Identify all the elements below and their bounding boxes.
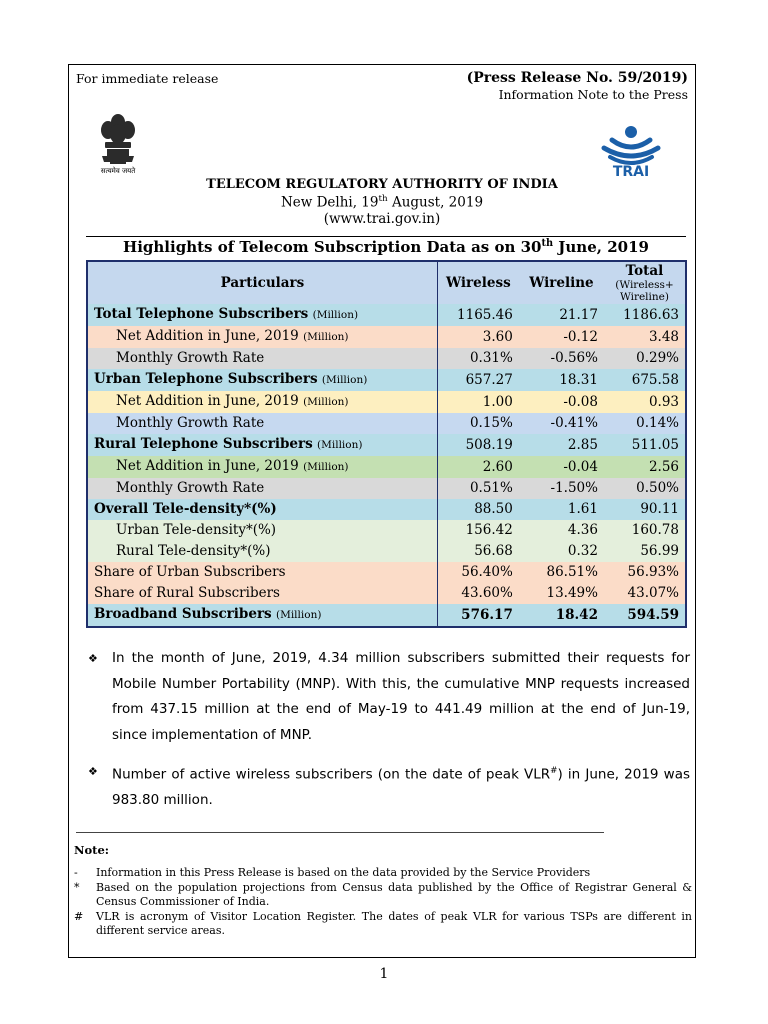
- trai-logo-text: TRAI: [612, 164, 650, 180]
- cell-wireline: 21.17: [559, 306, 598, 323]
- row-unit: (Million): [312, 309, 359, 321]
- row-unit: (Million): [275, 609, 322, 621]
- emblem-caption: सत्यमेव जयते: [100, 167, 136, 175]
- cell-wireline: -0.08: [563, 393, 598, 410]
- header-total-label: Total: [625, 263, 664, 279]
- diamond-bullet-icon: ❖: [88, 652, 98, 665]
- row-unit: (Million): [321, 374, 368, 386]
- cell-total: 56.93%: [627, 564, 679, 580]
- cell-wireless: 657.27: [437, 369, 518, 391]
- cell-wireless: 0.15%: [437, 413, 518, 434]
- cell-wireless: 508.19: [437, 434, 518, 456]
- row-label-text: Monthly Growth Rate: [116, 480, 265, 496]
- row-label: [87, 583, 437, 604]
- table-row: [87, 456, 686, 478]
- cell-wireless: 43.60%: [437, 583, 518, 604]
- cell-total: 0.14%: [636, 415, 679, 431]
- table-row: [87, 541, 686, 562]
- cell-wireless: 88.50: [437, 499, 518, 520]
- cell-total: 3.48: [648, 328, 679, 345]
- cell-total: 594.59: [627, 606, 679, 623]
- row-unit: (Million): [303, 331, 349, 343]
- cell-wireless: 156.42: [437, 520, 518, 541]
- page-number: 1: [379, 966, 389, 982]
- row-label: [87, 369, 437, 391]
- cell-wireline: 18.31: [559, 371, 598, 388]
- row-label: [87, 304, 437, 326]
- row-label-text: Rural Tele-density*(%): [116, 543, 271, 559]
- cell-total: 90.11: [640, 501, 679, 517]
- row-label: [87, 562, 437, 583]
- table-row: [87, 304, 686, 326]
- header-particulars: Particulars: [87, 261, 437, 304]
- cell-wireline: 4.36: [567, 522, 598, 538]
- row-label: [87, 499, 437, 520]
- bullet-text: In the month of June, 2019, 4.34 million subscribers submitted their requests for Mobile Number Portability (MNP). With this, the cumulative MNP requests increased from 437.15 million at the end of May-19 to 441.49 million at the end of Jun-19, since implementation of MNP.: [112, 650, 690, 743]
- row-label-text: Monthly Growth Rate: [116, 350, 265, 366]
- row-label-text: Broadband Subscribers: [94, 606, 272, 622]
- row-label-text: Net Addition in June, 2019: [116, 458, 299, 474]
- row-label: [87, 456, 437, 478]
- row-label: [87, 541, 437, 562]
- table-row: [87, 326, 686, 348]
- row-label-text: Rural Telephone Subscribers: [94, 436, 313, 452]
- diamond-bullet-icon: ❖: [88, 765, 98, 778]
- note-text: Based on the population projections from Census data published by the Office of Registrar General & Census Commissioner of India.: [96, 881, 692, 908]
- row-label-text: Total Telephone Subscribers: [94, 306, 309, 322]
- row-label-text: Share of Urban Subscribers: [94, 564, 286, 580]
- row-label-text: Monthly Growth Rate: [116, 415, 265, 431]
- note-marker: #: [74, 910, 84, 923]
- row-label: [87, 348, 437, 369]
- table-row: [87, 562, 686, 583]
- row-unit: (Million): [303, 396, 349, 408]
- row-label: [87, 434, 437, 456]
- cell-wireline: -0.12: [563, 328, 598, 345]
- cell-total: 0.93: [648, 393, 679, 410]
- row-label: [87, 391, 437, 413]
- info-note: Information Note to the Press: [498, 87, 688, 102]
- cell-wireless: 2.60: [437, 456, 518, 478]
- cell-wireless: 576.17: [437, 604, 518, 627]
- cell-wireline: -0.56%: [550, 350, 598, 366]
- row-unit: (Million): [317, 439, 363, 451]
- table-row: [87, 499, 686, 520]
- cell-wireline: 2.85: [567, 436, 598, 453]
- notes-heading: Note:: [74, 843, 110, 857]
- table-row: [87, 604, 686, 627]
- cell-wireline: 0.32: [567, 543, 598, 559]
- notes-section: [74, 844, 692, 939]
- table-row: [87, 348, 686, 369]
- subscription-table: [86, 260, 687, 628]
- cell-total: 43.07%: [627, 585, 679, 601]
- bullet-item: [86, 646, 690, 748]
- header-total: [604, 261, 686, 304]
- row-label: [87, 520, 437, 541]
- table-row: [87, 478, 686, 499]
- row-label: [87, 413, 437, 434]
- table-row: [87, 369, 686, 391]
- cell-total: 675.58: [631, 371, 679, 388]
- bullet-list: [86, 646, 690, 825]
- cell-wireline: -0.04: [563, 458, 598, 475]
- note-item: [74, 866, 692, 880]
- cell-total: 0.50%: [636, 480, 679, 496]
- cell-wireline: 13.49%: [546, 585, 598, 601]
- cell-total: 160.78: [631, 522, 679, 538]
- press-release-number: (Press Release No. 59/2019): [466, 70, 688, 86]
- divider-line: [76, 832, 604, 833]
- row-label-text: Net Addition in June, 2019: [116, 393, 299, 409]
- note-marker: -: [74, 865, 78, 879]
- row-label-text: Overall Tele-density*(%): [94, 501, 277, 517]
- table-row: [87, 583, 686, 604]
- cell-wireless: 0.51%: [437, 478, 518, 499]
- table-row: [87, 413, 686, 434]
- table-row: [87, 434, 686, 456]
- cell-wireless: 1165.46: [437, 304, 518, 326]
- header-wireline: Wireline: [519, 261, 604, 304]
- place-date: New Delhi, 19th August, 2019: [280, 194, 484, 211]
- header-total-sub: (Wireless+ Wireline): [615, 279, 674, 303]
- table-row: [87, 391, 686, 413]
- row-label: [87, 604, 437, 627]
- row-unit: (Million): [303, 461, 349, 473]
- cell-total: 511.05: [631, 436, 679, 453]
- header-wireless: Wireless: [437, 261, 518, 304]
- cell-wireless: 56.68: [437, 541, 518, 562]
- cell-total: 0.29%: [636, 350, 679, 366]
- release-type: For immediate release: [76, 71, 219, 86]
- cell-total: 2.56: [648, 458, 679, 475]
- cell-wireless: 0.31%: [437, 348, 518, 369]
- org-name: TELECOM REGULATORY AUTHORITY OF INDIA: [206, 177, 558, 192]
- cell-wireless: 1.00: [437, 391, 518, 413]
- cell-wireline: 86.51%: [546, 564, 598, 580]
- note-item: [74, 910, 692, 937]
- row-label-text: Urban Telephone Subscribers: [94, 371, 318, 387]
- row-label: [87, 326, 437, 348]
- cell-wireline: -0.41%: [550, 415, 598, 431]
- cell-wireless: 56.40%: [437, 562, 518, 583]
- bullet-text: Number of active wireless subscribers (on the date of peak VLR#) in June, 2019 was 983.80 million.: [112, 766, 690, 808]
- bullet-item: [86, 759, 690, 814]
- cell-wireline: 18.42: [555, 606, 598, 623]
- table-row: [87, 520, 686, 541]
- note-text: Information in this Press Release is based on the data provided by the Service Providers: [96, 865, 591, 879]
- row-label: [87, 478, 437, 499]
- row-label-text: Urban Tele-density*(%): [116, 522, 277, 538]
- cell-wireless: 3.60: [437, 326, 518, 348]
- highlights-title: Highlights of Telecom Subscription Data as on 30th June, 2019: [86, 236, 686, 256]
- note-item: [74, 881, 692, 908]
- row-label-text: Net Addition in June, 2019: [116, 328, 299, 344]
- cell-total: 1186.63: [623, 306, 679, 323]
- website: (www.trai.gov.in): [323, 211, 441, 227]
- cell-wireline: -1.50%: [550, 480, 598, 496]
- cell-total: 56.99: [640, 543, 679, 559]
- note-marker: *: [74, 881, 80, 894]
- note-text: VLR is acronym of Visitor Location Register. The dates of peak VLR for various TSPs are different in different service areas.: [96, 910, 692, 937]
- cell-wireline: 1.61: [567, 501, 598, 517]
- row-label-text: Share of Rural Subscribers: [94, 585, 280, 601]
